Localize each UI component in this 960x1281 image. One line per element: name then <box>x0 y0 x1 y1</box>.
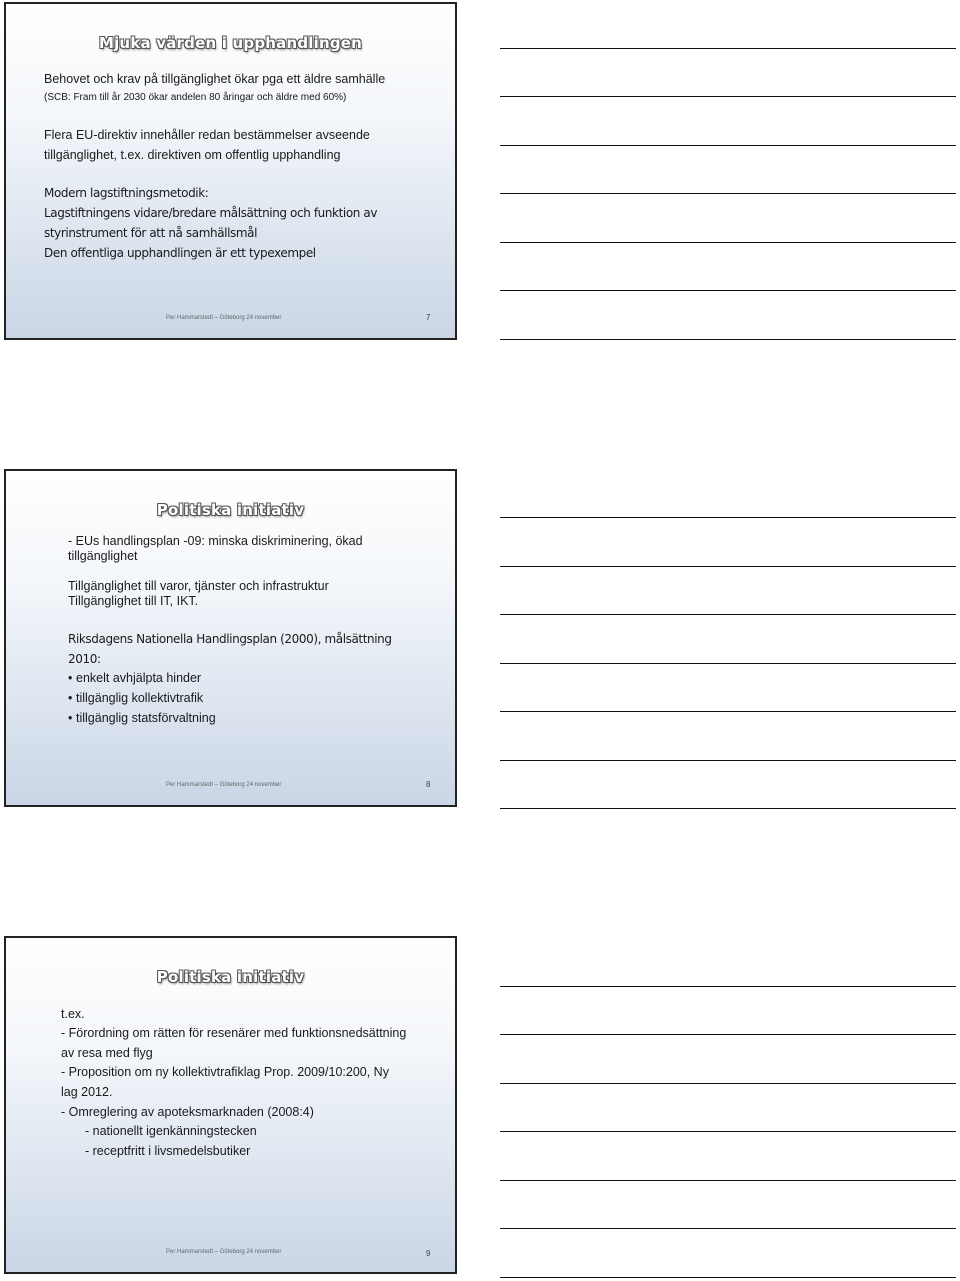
slide-text-line: Tillgänglighet till varor, tjänster och infrastruktur <box>68 579 329 593</box>
bullet-icon: • <box>68 671 73 685</box>
note-line <box>500 145 956 146</box>
slide-text-line: - Omreglering av apoteksmarknaden (2008:4) <box>61 1105 314 1119</box>
note-line <box>500 614 956 615</box>
note-line <box>500 290 956 291</box>
slide-page-number: 7 <box>426 313 431 322</box>
slide-9 <box>4 936 457 1274</box>
slide-text-line: Riksdagens Nationella Handlingsplan (2000), målsättning <box>68 632 392 646</box>
note-line <box>500 242 956 243</box>
note-line <box>500 339 956 340</box>
slide-footer: Per Hammarstedt – Göteborg 24 november <box>166 782 282 788</box>
slide-8 <box>4 469 457 807</box>
slide-text-line: - nationellt igenkänningstecken <box>85 1124 257 1138</box>
list-item-text: enkelt avhjälpta hinder <box>76 671 202 685</box>
slide-text-line: - EUs handlingsplan -09: minska diskriminering, ökad <box>68 534 363 548</box>
note-line <box>500 566 956 567</box>
slide-text-line: Den offentliga upphandlingen är ett typexempel <box>44 246 316 260</box>
list-item <box>68 711 216 725</box>
note-line <box>500 711 956 712</box>
list-item <box>68 691 203 705</box>
note-line <box>500 1228 956 1229</box>
slide-text-line: lag 2012. <box>61 1085 113 1099</box>
note-line <box>500 1277 956 1278</box>
slide-text-line: Tillgänglighet till IT, IKT. <box>68 594 199 608</box>
list-item <box>68 671 201 685</box>
list-item-text: tillgänglig statsförvaltning <box>76 711 216 725</box>
slide-text-line: 2010: <box>68 652 101 666</box>
slide-text-line: - Proposition om ny kollektivtrafiklag Prop. 2009/10:200, Ny <box>61 1065 389 1079</box>
slide-7 <box>4 2 457 340</box>
slide-text-line: t.ex. <box>61 1007 85 1021</box>
slide-text-line: tillgänglighet <box>68 549 138 563</box>
note-line <box>500 1034 956 1035</box>
slide-title: Mjuka värden i upphandlingen <box>98 34 363 52</box>
note-line <box>500 1180 956 1181</box>
slide-text-line: styrinstrument för att nå samhällsmål <box>44 226 258 240</box>
slide-text-line: - receptfritt i livsmedelsbutiker <box>85 1144 251 1158</box>
note-line <box>500 517 956 518</box>
slide-text-line: Lagstiftningens vidare/bredare målsättning och funktion av <box>44 206 378 220</box>
slide-text-line: - Förordning om rätten för resenärer med funktionsnedsättning <box>61 1026 407 1040</box>
slide-title: Politiska initiativ <box>156 968 305 986</box>
note-line <box>500 760 956 761</box>
slide-text-line: av resa med flyg <box>61 1046 153 1060</box>
note-line <box>500 808 956 809</box>
slide-footer: Per Hammarstedt – Göteborg 24 november <box>166 315 282 321</box>
slide-footer: Per Hammarstedt – Göteborg 24 november <box>166 1249 282 1255</box>
note-line <box>500 663 956 664</box>
note-line <box>500 1131 956 1132</box>
bullet-icon: • <box>68 711 73 725</box>
slide-page-number: 8 <box>426 780 431 789</box>
note-line <box>500 1083 956 1084</box>
slide-text-line: (SCB: Fram till år 2030 ökar andelen 80 åringar och äldre med 60%) <box>44 92 347 103</box>
bullet-icon: • <box>68 691 73 705</box>
slide-page-number: 9 <box>426 1249 431 1258</box>
slide-text-line: Modern lagstiftningsmetodik: <box>44 186 209 200</box>
note-line <box>500 96 956 97</box>
slide-title: Politiska initiativ <box>156 501 305 519</box>
note-line <box>500 986 956 987</box>
slide-text-line: tillgänglighet, t.ex. direktiven om offentlig upphandling <box>44 148 341 162</box>
slide-text-line: Behovet och krav på tillgänglighet ökar pga ett äldre samhälle <box>44 72 386 86</box>
note-line <box>500 48 956 49</box>
note-line <box>500 193 956 194</box>
slide-text-line: Flera EU-direktiv innehåller redan bestämmelser avseende <box>44 128 370 142</box>
list-item-text: tillgänglig kollektivtrafik <box>76 691 204 705</box>
